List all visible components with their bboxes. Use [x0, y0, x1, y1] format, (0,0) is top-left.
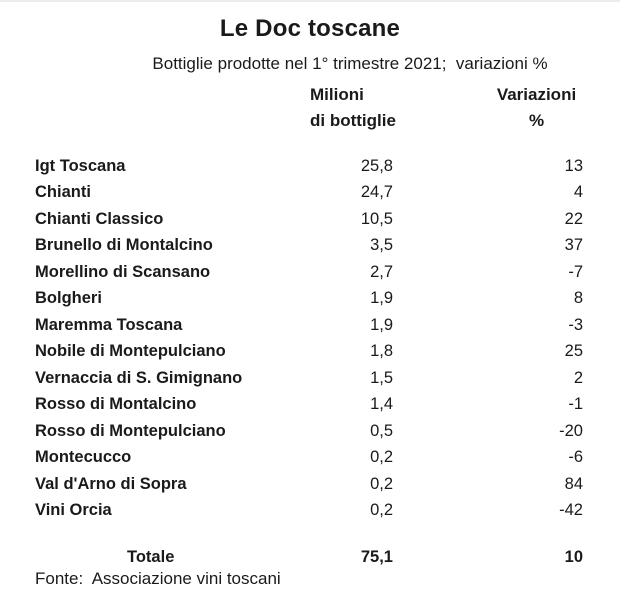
table-row — [0, 206, 583, 233]
source-note: Fonte: Associazione vini toscani — [35, 569, 281, 588]
row-label: Brunello di Montalcino — [35, 236, 213, 255]
row-label: Rosso di Montepulciano — [35, 421, 226, 440]
row-millions: 1,8 — [370, 342, 393, 361]
row-millions: 0,2 — [370, 474, 393, 493]
page-subtitle: Bottiglie prodotte nel 1° trimestre 2021; variazioni % — [152, 54, 548, 73]
table-row — [0, 233, 583, 260]
row-variation: 84 — [564, 474, 583, 493]
table-row — [0, 153, 583, 180]
page-title: Le Doc toscane — [219, 15, 401, 42]
row-millions: 1,4 — [370, 395, 393, 414]
table-row — [0, 286, 583, 313]
table-row — [0, 339, 583, 366]
row-variation: 25 — [564, 342, 583, 361]
table-row — [0, 180, 583, 207]
row-variation: -3 — [568, 315, 583, 334]
total-label: Totale — [127, 547, 175, 566]
row-label: Chianti — [35, 183, 91, 202]
row-label: Vini Orcia — [35, 501, 112, 520]
row-millions: 10,5 — [360, 209, 393, 228]
column-header-variation-line1: Variazioni — [496, 85, 577, 104]
row-variation: 2 — [573, 368, 583, 387]
row-variation: 13 — [564, 156, 583, 175]
row-variation: 8 — [573, 289, 583, 308]
row-variation: 37 — [564, 236, 583, 255]
table-body — [0, 153, 583, 524]
table-row — [0, 392, 583, 419]
row-label: Vernaccia di S. Gimignano — [35, 368, 243, 387]
column-header-millions-line1: Milioni — [310, 85, 364, 104]
row-label: Chianti Classico — [35, 209, 164, 228]
total-variation: 10 — [564, 547, 583, 566]
table-row — [0, 418, 583, 445]
row-variation: -6 — [568, 448, 583, 467]
total-row — [0, 544, 583, 570]
row-label: Morellino di Scansano — [35, 262, 211, 281]
table-row — [0, 365, 583, 392]
row-label: Rosso di Montalcino — [35, 395, 197, 414]
total-millions: 75,1 — [360, 547, 393, 566]
column-header-millions-line2: di bottiglie — [310, 111, 396, 130]
table-row — [0, 312, 583, 339]
row-label: Igt Toscana — [35, 156, 126, 175]
table-row — [0, 498, 583, 525]
column-header-millions — [310, 82, 396, 134]
row-variation: 4 — [573, 183, 583, 202]
row-label: Bolgheri — [35, 289, 102, 308]
row-millions: 1,9 — [370, 315, 393, 334]
row-label: Nobile di Montepulciano — [35, 342, 226, 361]
row-variation: -7 — [568, 262, 583, 281]
row-millions: 0,5 — [370, 421, 393, 440]
row-millions: 1,9 — [370, 289, 393, 308]
row-label: Val d'Arno di Sopra — [35, 474, 187, 493]
row-millions: 3,5 — [370, 236, 393, 255]
row-millions: 2,7 — [370, 262, 393, 281]
row-millions: 24,7 — [360, 183, 393, 202]
row-label: Maremma Toscana — [35, 315, 183, 334]
row-variation: 22 — [564, 209, 583, 228]
table-row — [0, 259, 583, 286]
row-label: Montecucco — [35, 448, 132, 467]
table-row — [0, 471, 583, 498]
column-header-variation-line2: % — [528, 111, 545, 130]
row-variation: -20 — [559, 421, 583, 440]
column-header-variation — [471, 82, 602, 134]
row-variation: -42 — [559, 501, 583, 520]
row-millions: 0,2 — [370, 448, 393, 467]
row-millions: 25,8 — [360, 156, 393, 175]
row-millions: 1,5 — [370, 368, 393, 387]
row-millions: 0,2 — [370, 501, 393, 520]
row-variation: -1 — [568, 395, 583, 414]
table-row — [0, 445, 583, 472]
